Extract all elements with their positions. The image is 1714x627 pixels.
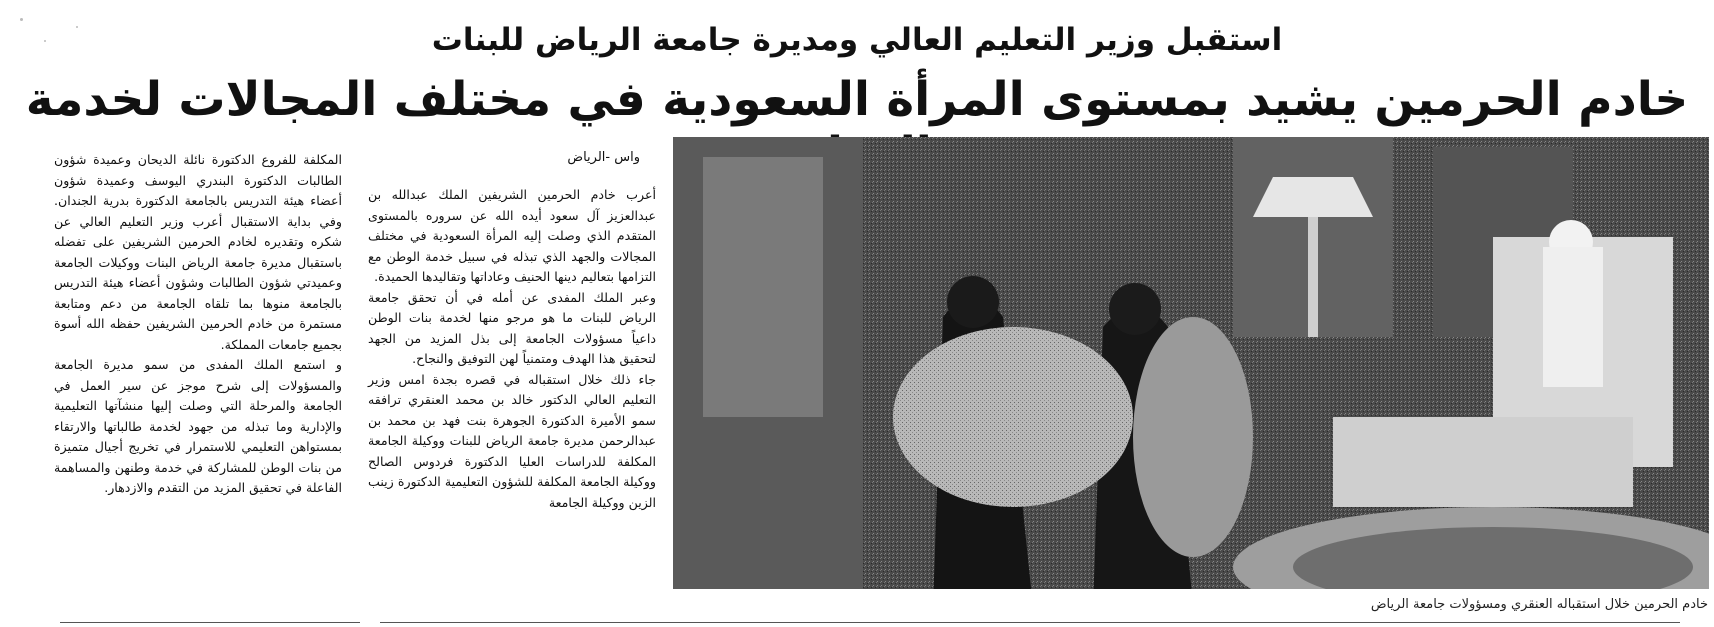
photo-caption: خادم الحرمين خلال استقباله العنقري ومسؤولات جامعة الرياض	[1370, 597, 1708, 612]
scan-speck	[44, 40, 46, 42]
scan-speck	[20, 18, 23, 21]
article-column-right	[368, 185, 656, 513]
article-kicker: استقبل وزير التعليم العالي ومديرة جامعة الرياض للبنات	[431, 22, 1283, 58]
bottom-rule	[380, 622, 1680, 623]
article-dateline: واس -الرياض	[567, 150, 640, 165]
bottom-rule	[60, 622, 360, 623]
paragraph: أعرب خادم الحرمين الشريفين الملك عبدالله بن عبدالعزيز آل سعود أيده الله عن سروره بالمستوى المتقدم الذي وصلت إليه المرأة السعودية في مختلف المجالات والجهد الذي تبذله في سبيل خدمة الوطن مع التزامها بتعاليم دينها الحنيف وعاداتها وتقاليدها الحميدة.	[368, 187, 656, 284]
paragraph: المكلفة للفروع الدكتورة نائلة الديحان وعميدة شؤون الطالبات الدكتورة البندري اليوسف وعميدة شؤون أعضاء هيئة التدريس بالجامعة الدكتورة بدرية الجندان. وفي بداية الاستقبال أعرب وزير التعليم العالي عن شكره وتقديره لخادم الحرمين الشريفين على تفضله باستقبال مديرة جامعة الرياض البنات ووكيلات الجامعة وعميدتي شؤون الطالبات وشؤون أعضاء هيئة التدريس بالجامعة منوها بما تلقاه الجامعة من دعم ومتابعة مستمرة من خادم الحرمين الشريفين حفظه الله أسوة بجميع جامعات المملكة.	[54, 152, 342, 352]
scan-speck	[76, 26, 78, 28]
paragraph: وعبر الملك المفدى عن أمله في أن تحقق جامعة الرياض للبنات ما هو مرجو منها لخدمة بنات الوطن داعياً مسؤولات الجامعة إلى بذل المزيد من الجهد لتحقيق هذا الهدف ومتمنياً لهن التوفيق والنجاح.	[368, 289, 656, 366]
article-headline: خادم الحرمين يشيد بمستوى المرأة السعودية في مختلف المجالات لخدمة	[25, 72, 1689, 127]
paragraph: و استمع الملك المفدى من سمو مديرة الجامعة والمسؤولات إلى شرح موجز عن سير العمل في الجامعة والمرحلة التي وصلت إليها منشآتها التعليمية والإدارية وما تبذله من جهود لخدمة طالباتها والارتقاء بمستواهن التعليمي للاستمرار في تخريج أجيال متميزة من بنات الوطن للمشاركة في خدمة وطنهن والمساهمة الفاعلة في تحقيق المزيد من التقدم والازدهار.	[54, 357, 342, 495]
photo-illustration	[673, 137, 1709, 589]
news-photo	[673, 137, 1709, 589]
article-column-left	[54, 150, 342, 499]
paragraph: جاء ذلك خلال استقباله في قصره بجدة امس وزير التعليم العالي الدكتور خالد بن محمد العنقري ترافقه سمو الأميرة الدكتورة الجوهرة بنت فهد بن محمد بن عبدالرحمن مديرة جامعة الرياض للبنات ووكيلة الجامعة المكلفة للدراسات العليا الدكتورة فردوس الصالح ووكيلة الجامعة المكلفة للشؤون التعليمية الدكتورة زينب الزين ووكيلة الجامعة	[368, 371, 656, 510]
